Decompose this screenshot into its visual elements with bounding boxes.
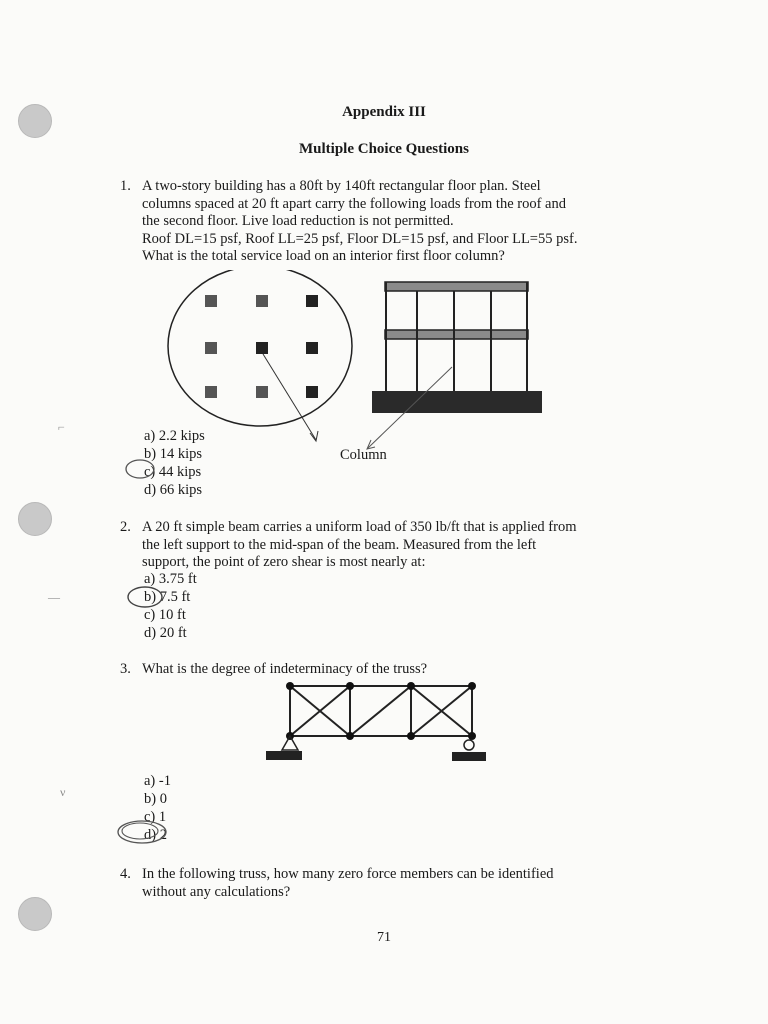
question-text-line: without any calculations? — [142, 883, 291, 900]
option-d[interactable]: d) 2 — [144, 827, 167, 843]
option-b[interactable]: b) 0 — [144, 791, 167, 807]
truss-figure — [262, 678, 494, 766]
question-4 — [120, 866, 648, 901]
question-text-line: What is the total service load on an interior first floor column? — [142, 248, 505, 264]
binder-hole-middle — [18, 502, 52, 536]
question-text-line: Roof DL=15 psf, Roof LL=25 psf, Floor DL=15 psf, and Floor LL=55 psf. — [142, 230, 578, 247]
question-text-line: the left support to the mid-span of the beam. Measured from the left — [142, 536, 537, 553]
question-text-line: the second floor. Live load reduction is not permitted. — [142, 213, 454, 229]
option-c[interactable]: c) 44 kips — [144, 464, 202, 480]
appendix-title: Appendix III — [342, 104, 426, 120]
answer-circle-mark — [124, 584, 168, 610]
option-d[interactable]: d) 66 kips — [144, 482, 202, 498]
question-1 — [120, 178, 648, 266]
column-figure — [160, 270, 560, 465]
option-c[interactable]: c) 10 ft — [144, 607, 186, 623]
question-text-line: columns spaced at 20 ft apart carry the following loads from the roof and — [142, 195, 566, 212]
margin-check-mark: ν — [60, 785, 66, 799]
question-text-line: A 20 ft simple beam carries a uniform load of 350 lb/ft that is applied from — [142, 519, 577, 535]
column-label: Column — [340, 447, 387, 463]
question-number: 3. — [120, 661, 131, 677]
binder-hole-bottom — [18, 897, 52, 931]
option-a[interactable]: a) -1 — [144, 773, 171, 789]
option-d[interactable]: d) 20 ft — [144, 625, 187, 641]
margin-check-mark: ⌐ — [58, 420, 65, 434]
margin-check-mark: — — [48, 590, 60, 604]
option-a[interactable]: a) 3.75 ft — [144, 571, 197, 587]
option-c[interactable]: c) 1 — [144, 809, 167, 825]
answer-circle-mark — [114, 815, 170, 849]
answer-circle-mark — [122, 456, 162, 482]
question-3 — [120, 661, 648, 679]
option-a[interactable]: a) 2.2 kips — [144, 428, 205, 444]
question-2 — [120, 519, 648, 572]
option-b[interactable]: b) 14 kips — [144, 446, 202, 462]
question-number: 1. — [120, 178, 131, 194]
page-number: 71 — [377, 930, 391, 945]
question-number: 4. — [120, 866, 131, 882]
question-text-line: What is the degree of indeterminacy of the truss? — [142, 661, 428, 677]
question-text-line: A two-story building has a 80ft by 140ft rectangular floor plan. Steel — [142, 178, 541, 194]
question-text-line: support, the point of zero shear is most nearly at: — [142, 554, 426, 570]
option-b[interactable]: b) 7.5 ft — [144, 589, 191, 605]
question-text-line: In the following truss, how many zero force members can be identified — [142, 866, 554, 882]
section-title: Multiple Choice Questions — [298, 141, 469, 157]
question-number: 2. — [120, 519, 131, 535]
